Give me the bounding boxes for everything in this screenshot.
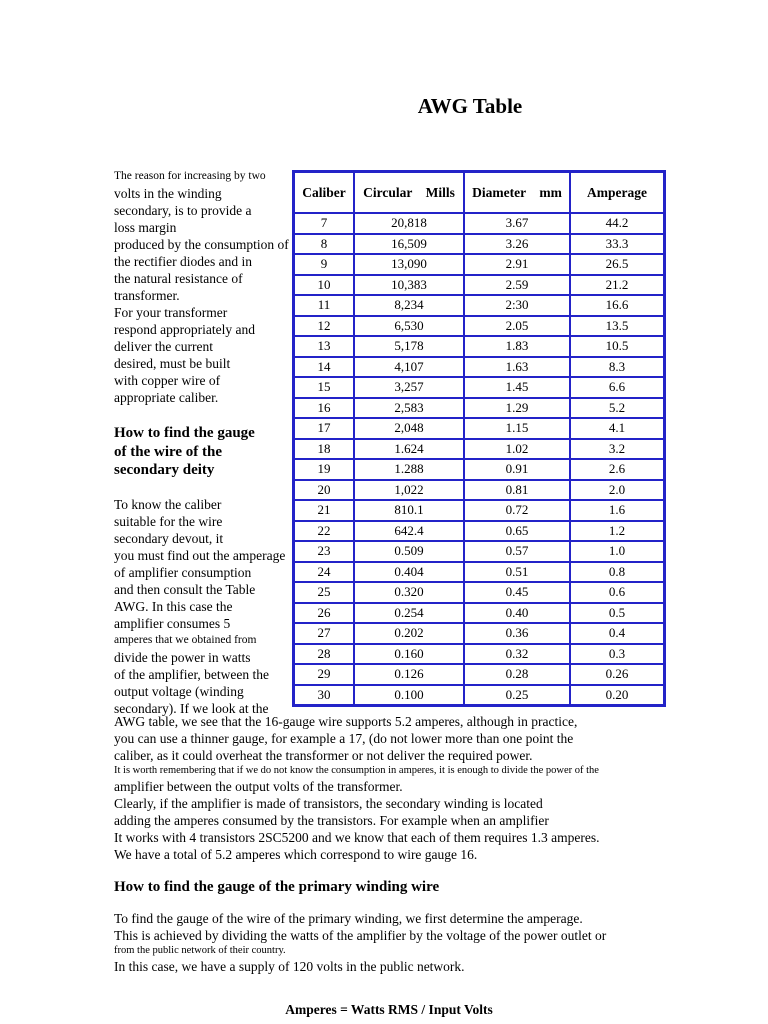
cell-amperage: 5.2	[570, 398, 664, 419]
cell-caliber: 27	[294, 623, 354, 644]
cell-caliber: 11	[294, 295, 354, 316]
cell-caliber: 12	[294, 316, 354, 337]
table-row	[294, 254, 664, 275]
text-line: produced by the consumption of	[114, 237, 289, 252]
table-row	[294, 541, 664, 562]
cell-diameter: 2.59	[464, 275, 570, 296]
text-line: volts in the winding	[114, 186, 222, 201]
cell-diameter: 1.83	[464, 336, 570, 357]
cell-circular-mills: 0.100	[354, 685, 464, 706]
cell-caliber: 13	[294, 336, 354, 357]
cell-amperage: 0.20	[570, 685, 664, 706]
text-line: adding the amperes consumed by the transistors. For example when an amplifier	[114, 813, 549, 828]
cell-caliber: 29	[294, 664, 354, 685]
cell-circular-mills: 4,107	[354, 357, 464, 378]
cell-amperage: 44.2	[570, 213, 664, 234]
table-header-row	[294, 172, 664, 213]
text-line: caliber, as it could overheat the transformer or not deliver the required power.	[114, 748, 533, 763]
page-title: AWG Table	[417, 94, 523, 118]
cell-caliber: 24	[294, 562, 354, 583]
cell-circular-mills: 5,178	[354, 336, 464, 357]
text-line: deliver the current	[114, 339, 213, 354]
cell-caliber: 15	[294, 377, 354, 398]
cell-circular-mills: 0.126	[354, 664, 464, 685]
cell-amperage: 0.3	[570, 644, 664, 665]
text-line: divide the power in watts	[114, 649, 251, 665]
table-row	[294, 439, 664, 460]
cell-diameter: 0.36	[464, 623, 570, 644]
table-row	[294, 685, 664, 706]
cell-circular-mills: 0.254	[354, 603, 464, 624]
cell-amperage: 1.2	[570, 521, 664, 542]
cell-circular-mills: 2,583	[354, 398, 464, 419]
text-line: To find the gauge of the wire of the primary winding, we first determine the amperage.	[114, 911, 583, 926]
cell-circular-mills: 10,383	[354, 275, 464, 296]
cell-circular-mills: 6,530	[354, 316, 464, 337]
cell-amperage: 1.0	[570, 541, 664, 562]
cell-diameter: 3.26	[464, 234, 570, 255]
cell-diameter: 1.15	[464, 418, 570, 439]
cell-caliber: 19	[294, 459, 354, 480]
text-line: output voltage (winding	[114, 683, 244, 699]
cell-diameter: 2:30	[464, 295, 570, 316]
cell-amperage: 3.2	[570, 439, 664, 460]
cell-diameter: 0.45	[464, 582, 570, 603]
cell-amperage: 2.0	[570, 480, 664, 501]
header-diameter: Diameter mm	[464, 172, 570, 213]
cell-diameter: 1.29	[464, 398, 570, 419]
cell-diameter: 0.57	[464, 541, 570, 562]
cell-caliber: 17	[294, 418, 354, 439]
table-row	[294, 500, 664, 521]
cell-caliber: 9	[294, 254, 354, 275]
heading-line: secondary deity	[114, 462, 215, 478]
cell-caliber: 14	[294, 357, 354, 378]
left-column	[114, 168, 314, 717]
cell-diameter: 0.25	[464, 685, 570, 706]
text-line: amplifier between the output volts of the transformer.	[114, 779, 403, 794]
text-line: appropriate caliber.	[114, 390, 219, 405]
text-line: AWG. In this case the	[114, 598, 233, 614]
text-line: the natural resistance of	[114, 271, 243, 286]
cell-circular-mills: 810.1	[354, 500, 464, 521]
text-line: you can use a thinner gauge, for example a 17, (do not lower more than one point the	[114, 731, 574, 746]
intro-paragraph	[114, 168, 314, 406]
cell-circular-mills: 642.4	[354, 521, 464, 542]
table-row	[294, 562, 664, 583]
table-row	[294, 582, 664, 603]
cell-diameter: 1.45	[464, 377, 570, 398]
cell-circular-mills: 2,048	[354, 418, 464, 439]
cell-caliber: 16	[294, 398, 354, 419]
text-line: from the public network of their country.	[114, 945, 286, 956]
text-line: the rectifier diodes and in	[114, 254, 252, 269]
cell-circular-mills: 13,090	[354, 254, 464, 275]
text-line: Clearly, if the amplifier is made of transistors, the secondary winding is located	[114, 796, 543, 811]
text-line: secondary). If we look at the	[114, 700, 269, 716]
table-row	[294, 213, 664, 234]
header-amperage: Amperage	[570, 172, 664, 213]
text-line: desired, must be built	[114, 356, 231, 371]
cell-caliber: 30	[294, 685, 354, 706]
cell-circular-mills: 3,257	[354, 377, 464, 398]
cell-amperage: 0.6	[570, 582, 664, 603]
cell-circular-mills: 1.288	[354, 459, 464, 480]
table-row	[294, 459, 664, 480]
table-row	[294, 480, 664, 501]
table-row	[294, 275, 664, 296]
table-row	[294, 521, 664, 542]
cell-amperage: 0.4	[570, 623, 664, 644]
header-circular-mills: Circular Mills	[354, 172, 464, 213]
cell-amperage: 10.5	[570, 336, 664, 357]
cell-amperage: 0.26	[570, 664, 664, 685]
text-line: It works with 4 transistors 2SC5200 and we know that each of them requires 1.3 amperes.	[114, 830, 600, 845]
cell-diameter: 0.81	[464, 480, 570, 501]
table-row	[294, 398, 664, 419]
table-row	[294, 377, 664, 398]
primary-gauge-heading: How to find the gauge of the primary winding wire	[114, 879, 440, 895]
text-line: The reason for increasing by two	[114, 170, 266, 182]
secondary-gauge-paragraph	[114, 496, 314, 717]
cell-amperage: 1.6	[570, 500, 664, 521]
text-line: secondary, is to provide a	[114, 203, 252, 218]
text-line: transformer.	[114, 288, 180, 303]
text-line: respond appropriately and	[114, 322, 255, 337]
cell-caliber: 10	[294, 275, 354, 296]
cell-diameter: 0.91	[464, 459, 570, 480]
text-line: with copper wire of	[114, 373, 221, 388]
cell-diameter: 0.51	[464, 562, 570, 583]
cell-amperage: 33.3	[570, 234, 664, 255]
text-line: suitable for the wire	[114, 513, 223, 529]
text-line: and then consult the Table	[114, 581, 256, 597]
text-line: It is worth remembering that if we do not know the consumption in amperes, it is enough to divide the power of the	[114, 765, 599, 776]
cell-caliber: 18	[294, 439, 354, 460]
cell-diameter: 0.28	[464, 664, 570, 685]
text-line: To know the caliber	[114, 496, 222, 512]
table-row	[294, 234, 664, 255]
cell-circular-mills: 0.404	[354, 562, 464, 583]
cell-caliber: 28	[294, 644, 354, 665]
cell-caliber: 22	[294, 521, 354, 542]
cell-diameter: 1.63	[464, 357, 570, 378]
cell-circular-mills: 0.320	[354, 582, 464, 603]
cell-caliber: 7	[294, 213, 354, 234]
text-line: This is achieved by dividing the watts of the amplifier by the voltage of the power outlet or	[114, 928, 607, 943]
text-line: loss margin	[114, 220, 177, 235]
cell-amperage: 2.6	[570, 459, 664, 480]
amperes-formula: Amperes = Watts RMS / Input Volts	[285, 1002, 493, 1017]
primary-gauge-paragraph	[114, 910, 714, 975]
text-line: We have a total of 5.2 amperes which correspond to wire gauge 16.	[114, 847, 478, 862]
cell-circular-mills: 1,022	[354, 480, 464, 501]
cell-diameter: 0.40	[464, 603, 570, 624]
cell-amperage: 16.6	[570, 295, 664, 316]
header-caliber: Caliber	[294, 172, 354, 213]
secondary-gauge-heading	[114, 424, 314, 480]
cell-amperage: 13.5	[570, 316, 664, 337]
cell-diameter: 2.91	[464, 254, 570, 275]
body-text	[114, 713, 714, 975]
table-row	[294, 664, 664, 685]
cell-circular-mills: 8,234	[354, 295, 464, 316]
cell-diameter: 3.67	[464, 213, 570, 234]
cell-amperage: 8.3	[570, 357, 664, 378]
table-row	[294, 644, 664, 665]
cell-amperage: 26.5	[570, 254, 664, 275]
table-row	[294, 603, 664, 624]
cell-caliber: 26	[294, 603, 354, 624]
cell-diameter: 0.65	[464, 521, 570, 542]
cell-circular-mills: 1.624	[354, 439, 464, 460]
cell-caliber: 25	[294, 582, 354, 603]
text-line: you must find out the amperage	[114, 547, 286, 563]
table-row	[294, 418, 664, 439]
cell-caliber: 23	[294, 541, 354, 562]
cell-circular-mills: 0.202	[354, 623, 464, 644]
heading-line: of the wire of the	[114, 443, 223, 460]
cell-circular-mills: 0.509	[354, 541, 464, 562]
text-line: of the amplifier, between the	[114, 666, 270, 682]
cell-circular-mills: 0.160	[354, 644, 464, 665]
table-row	[294, 295, 664, 316]
table-row	[294, 357, 664, 378]
awg-table	[292, 170, 666, 707]
table-row	[294, 336, 664, 357]
table-row	[294, 316, 664, 337]
heading-line: How to find the gauge	[114, 425, 255, 441]
cell-caliber: 20	[294, 480, 354, 501]
cell-amperage: 0.5	[570, 603, 664, 624]
table-row	[294, 623, 664, 644]
text-line: secondary devout, it	[114, 530, 224, 546]
cell-diameter: 1.02	[464, 439, 570, 460]
text-line: of amplifier consumption	[114, 564, 252, 580]
cell-diameter: 0.32	[464, 644, 570, 665]
continuation-paragraph	[114, 713, 714, 863]
cell-circular-mills: 16,509	[354, 234, 464, 255]
cell-caliber: 21	[294, 500, 354, 521]
cell-circular-mills: 20,818	[354, 213, 464, 234]
cell-amperage: 6.6	[570, 377, 664, 398]
text-line: For your transformer	[114, 305, 228, 320]
text-line: AWG table, we see that the 16-gauge wire supports 5.2 amperes, although in practice,	[114, 714, 578, 729]
cell-amperage: 4.1	[570, 418, 664, 439]
text-line: amperes that we obtained from	[114, 633, 257, 646]
cell-caliber: 8	[294, 234, 354, 255]
cell-diameter: 2.05	[464, 316, 570, 337]
cell-amperage: 21.2	[570, 275, 664, 296]
cell-amperage: 0.8	[570, 562, 664, 583]
text-line: amplifier consumes 5	[114, 615, 231, 631]
cell-diameter: 0.72	[464, 500, 570, 521]
text-line: In this case, we have a supply of 120 volts in the public network.	[114, 959, 465, 974]
